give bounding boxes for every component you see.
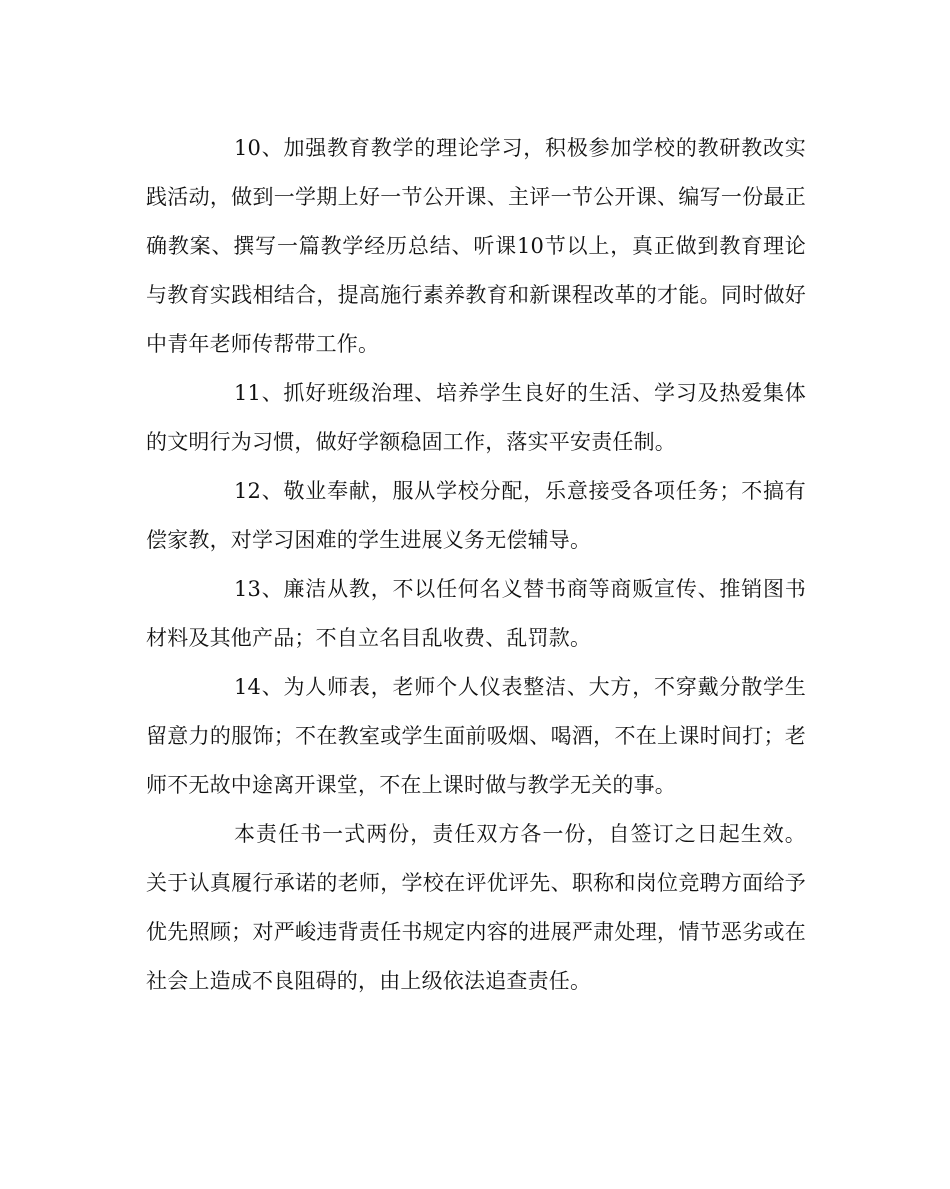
paragraph-item-13: 13、廉洁从教，不以任何名义替书商等商贩宣传、推销图书材料及其他产品；不自立名目乱收费、乱罚款。 [146, 577, 806, 650]
paragraph-item-11: 11、抓好班级治理、培养学生良好的生活、学习及热爱集体的文明行为习惯，做好学额稳固工作，落实平安责任制。 [146, 381, 806, 454]
paragraph-item-10: 10、加强教育教学的理论学习，积极参加学校的教研教改实践活动，做到一学期上好一节公开课、主评一节公开课、编写一份最正确教案、撰写一篇教学经历总结、听课10节以上，真正做到教育理论与教育实践相结合，提高施行素养教育和新课程改革的才能。同时做好中青年老师传帮带工作。 [146, 136, 806, 356]
document-body [146, 124, 806, 1006]
paragraph-item-12: 12、敬业奉献，服从学校分配，乐意接受各项任务；不搞有偿家教，对学习困难的学生进展义务无偿辅导。 [146, 479, 806, 552]
closing-paragraph: 本责任书一式两份，责任双方各一份，自签订之日起生效。关于认真履行承诺的老师，学校在评优评先、职称和岗位竞聘方面给予优先照顾；对严峻违背责任书规定内容的进展严肃处理，情节恶劣或在社会上造成不良阻碍的，由上级依法追查责任。 [146, 822, 806, 993]
paragraph-item-14: 14、为人师表，老师个人仪表整洁、大方，不穿戴分散学生留意力的服饰；不在教室或学生面前吸烟、喝酒，不在上课时间打；老师不无故中途离开课堂，不在上课时做与教学无关的事。 [146, 675, 806, 797]
